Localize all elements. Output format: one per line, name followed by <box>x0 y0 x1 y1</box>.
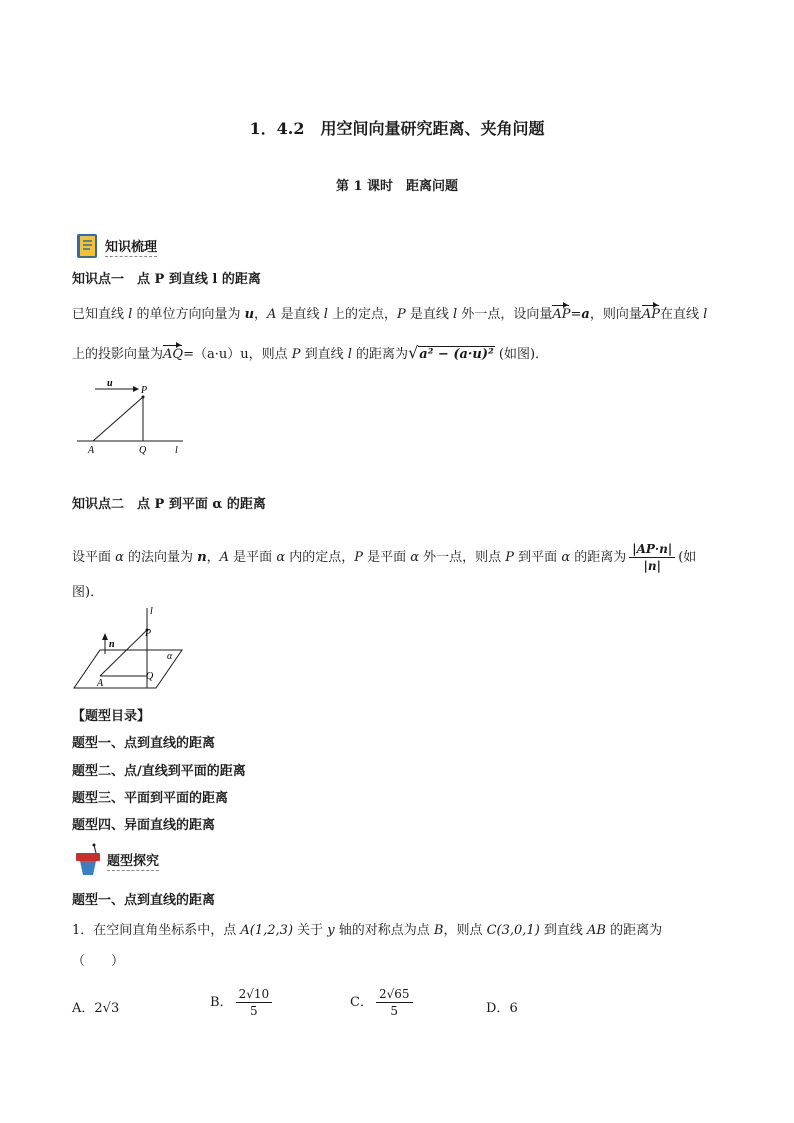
catalog-item-2: 题型二、点/直线到平面的距离 <box>72 764 246 779</box>
figure2-label-alpha: α <box>167 651 173 662</box>
figure-point-plane <box>72 604 190 692</box>
vector-aq: AQ <box>163 347 184 362</box>
figure-point-line <box>75 378 195 458</box>
figure1-label-l: l <box>175 445 178 456</box>
option-d[interactable]: D．6 <box>486 1001 518 1016</box>
explore-section-tag <box>74 843 159 881</box>
figure2-label-q: Q <box>146 671 154 682</box>
figure2-label-p: P <box>145 628 152 639</box>
vector-ap: AP <box>641 307 660 322</box>
option-a[interactable]: A．2√3 <box>72 1001 120 1016</box>
sqrt-sign: √ <box>408 343 419 362</box>
catalog-heading: 【题型目录】 <box>72 709 151 724</box>
figure2-label-l: l <box>150 606 153 617</box>
podium-icon <box>74 843 104 877</box>
knowledge-point-2-heading: 知识点二 点 P 到平面 α 的距离 <box>72 497 266 512</box>
book-icon <box>74 232 102 260</box>
catalog-item-1: 题型一、点到直线的距离 <box>72 736 216 751</box>
page-subtitle: 第 1 课时 距离问题 <box>335 179 459 194</box>
figure1-label-a: A <box>88 445 95 456</box>
knowledge-point-2-line-1: 设平面 α 的法向量为 n，A 是平面 α 内的定点，P 是平面 α 外一点，则点 P 到平面 α 的距离为 $\frac{|AP\cdot n|}{|n|}$ (如 <box>72 542 697 573</box>
question-1-answer-bracket: （ ） <box>72 954 125 969</box>
knowledge-tag-label: 知识梳理 <box>105 236 157 257</box>
question-type-1-heading: 题型一、点到直线的距离 <box>72 893 216 908</box>
catalog-item-3: 题型三、平面到平面的距离 <box>72 791 229 806</box>
option-b[interactable]: B． $\frac{2√10}{5}$ <box>210 987 275 1018</box>
page-title: 1．4.2 用空间向量研究距离、夹角问题 <box>249 119 545 138</box>
distance-radicand: a² − (a·u)² <box>419 347 494 362</box>
figure1-label-u: u <box>107 378 113 389</box>
knowledge-point-1-heading: 知识点一 点 P 到直线 l 的距离 <box>72 272 261 287</box>
figure2-label-a: A <box>97 678 104 689</box>
catalog-item-4: 题型四、异面直线的距离 <box>72 818 216 833</box>
knowledge-section-tag <box>74 232 157 264</box>
explore-tag-label: 题型探究 <box>107 850 159 871</box>
knowledge-point-1-line-1: 已知直线 l 的单位方向向量为 u，A 是直线 l 上的定点，P 是直线 l 外一点，设向量AP=a，则向量AP在直线 l <box>72 307 708 322</box>
knowledge-point-1-line-2: 上的投影向量为AQ=（a·u）u，则点 P 到直线 l 的距离为√a² − (a·u)² (如图)． <box>72 343 549 362</box>
knowledge-point-2-line-2: 图)． <box>72 585 104 600</box>
figure1-label-p: P <box>141 385 148 396</box>
question-1-stem: 1．在空间直角坐标系中，点 A(1,2,3) 关于 y 轴的对称点为点 B，则点 C(3,0,1) 到直线 AB 的距离为 <box>72 923 663 938</box>
figure2-label-n: n <box>109 639 115 650</box>
figure1-label-q: Q <box>139 445 147 456</box>
vector-ap: AP <box>552 307 571 322</box>
option-c[interactable]: C． $\frac{2√65}{5}$ <box>350 987 416 1018</box>
distance-fraction: $\frac{|AP\cdot n|}{|n|}$ <box>629 542 675 573</box>
